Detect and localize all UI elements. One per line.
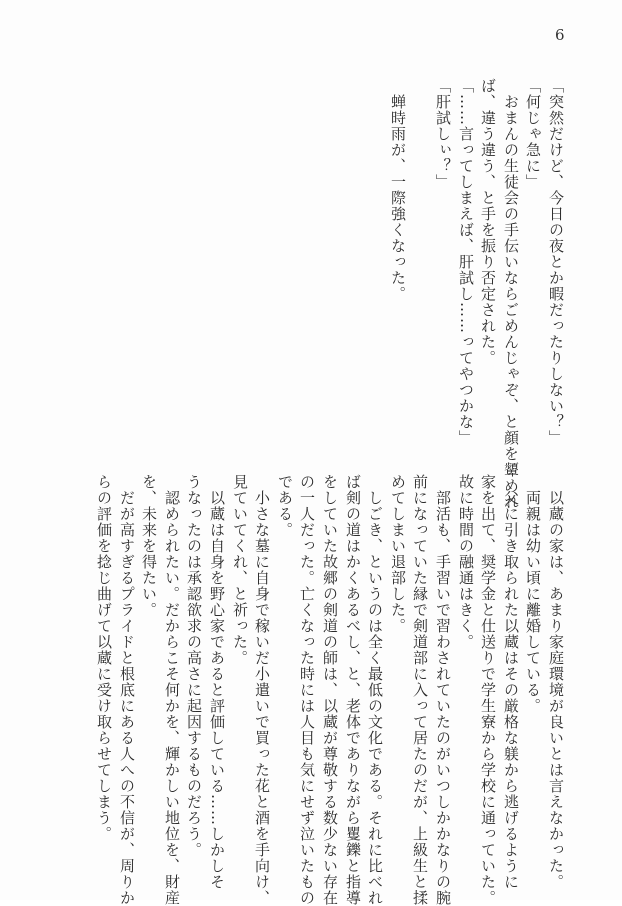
- text-column: 前になっていた縁で剣道部に入って居たのだが、上級生と揉: [411, 474, 429, 906]
- text-column: めてしまい退部した。: [389, 474, 407, 634]
- text-column: 「……言ってしまえば、肝試し……ってやつかな」: [457, 78, 475, 446]
- text-column: 「何じゃ急に」: [524, 78, 542, 190]
- text-column: 故に時間の融通はきく。: [457, 474, 475, 650]
- text-column: 父に引き取られた以蔵はその厳格な躾から逃げるように: [502, 474, 520, 890]
- text-column: 認められたい。だからこそ何かを、輝かしい地位を、財産: [163, 474, 181, 906]
- text-column: ば、違う違う、と手を振り否定された。: [479, 78, 497, 366]
- text-column: である。: [276, 474, 294, 538]
- text-column: をしていた故郷の剣道の師は、以蔵が尊敬する数少ない存在: [321, 474, 339, 906]
- text-column: を、未来を得たい。: [140, 474, 158, 618]
- page-number: 6: [555, 26, 565, 44]
- text-column: 以蔵の家は、あまり家庭環境が良いとは言えなかった。: [547, 474, 565, 890]
- text-column: 家を出て、奨学金と仕送りで学生寮から学校に通っていた。: [479, 474, 497, 906]
- text-column: 両親は幼い頃に離婚している。: [524, 474, 542, 714]
- text-column: 部活も、手習いで習わされていたのがいつしかかなりの腕: [434, 474, 452, 906]
- text-column: の一人だった。亡くなった時には人目も気にせず泣いたもの: [298, 474, 316, 906]
- text-column: だが高すぎるプライドと根底にある人への不信が、周りか: [118, 474, 136, 906]
- text-column: らの評価を捻じ曲げて以蔵に受け取らせてしまう。: [95, 474, 113, 842]
- text-column: 「突然だけど、今日の夜とか暇だったりしない？」: [547, 78, 565, 446]
- text-column: おまんの生徒会の手伝いならごめんじゃぞ、と顔を顰めれ: [502, 78, 520, 510]
- text-column: うなったのは承認欲求の高さに起因するものだろう。: [185, 474, 203, 858]
- text-column: 小さな墓に自身で稼いだ小遣いで買った花と酒を手向け、: [253, 474, 271, 906]
- text-column: 以蔵は自身を野心家であると評価している……しかしそ: [208, 474, 226, 890]
- text-column: 「肝試しぃ？」: [434, 78, 452, 190]
- text-column: 見ていてくれ、と祈った。: [231, 474, 249, 666]
- text-column: しごき、というのは全く最低の文化である。それに比べれ: [366, 474, 384, 906]
- text-column: ば剣の道はかくあるべし、と、老体でありながら矍鑠と指導: [344, 474, 362, 906]
- text-column: 蝉時雨が、一際強くなった。: [389, 78, 407, 302]
